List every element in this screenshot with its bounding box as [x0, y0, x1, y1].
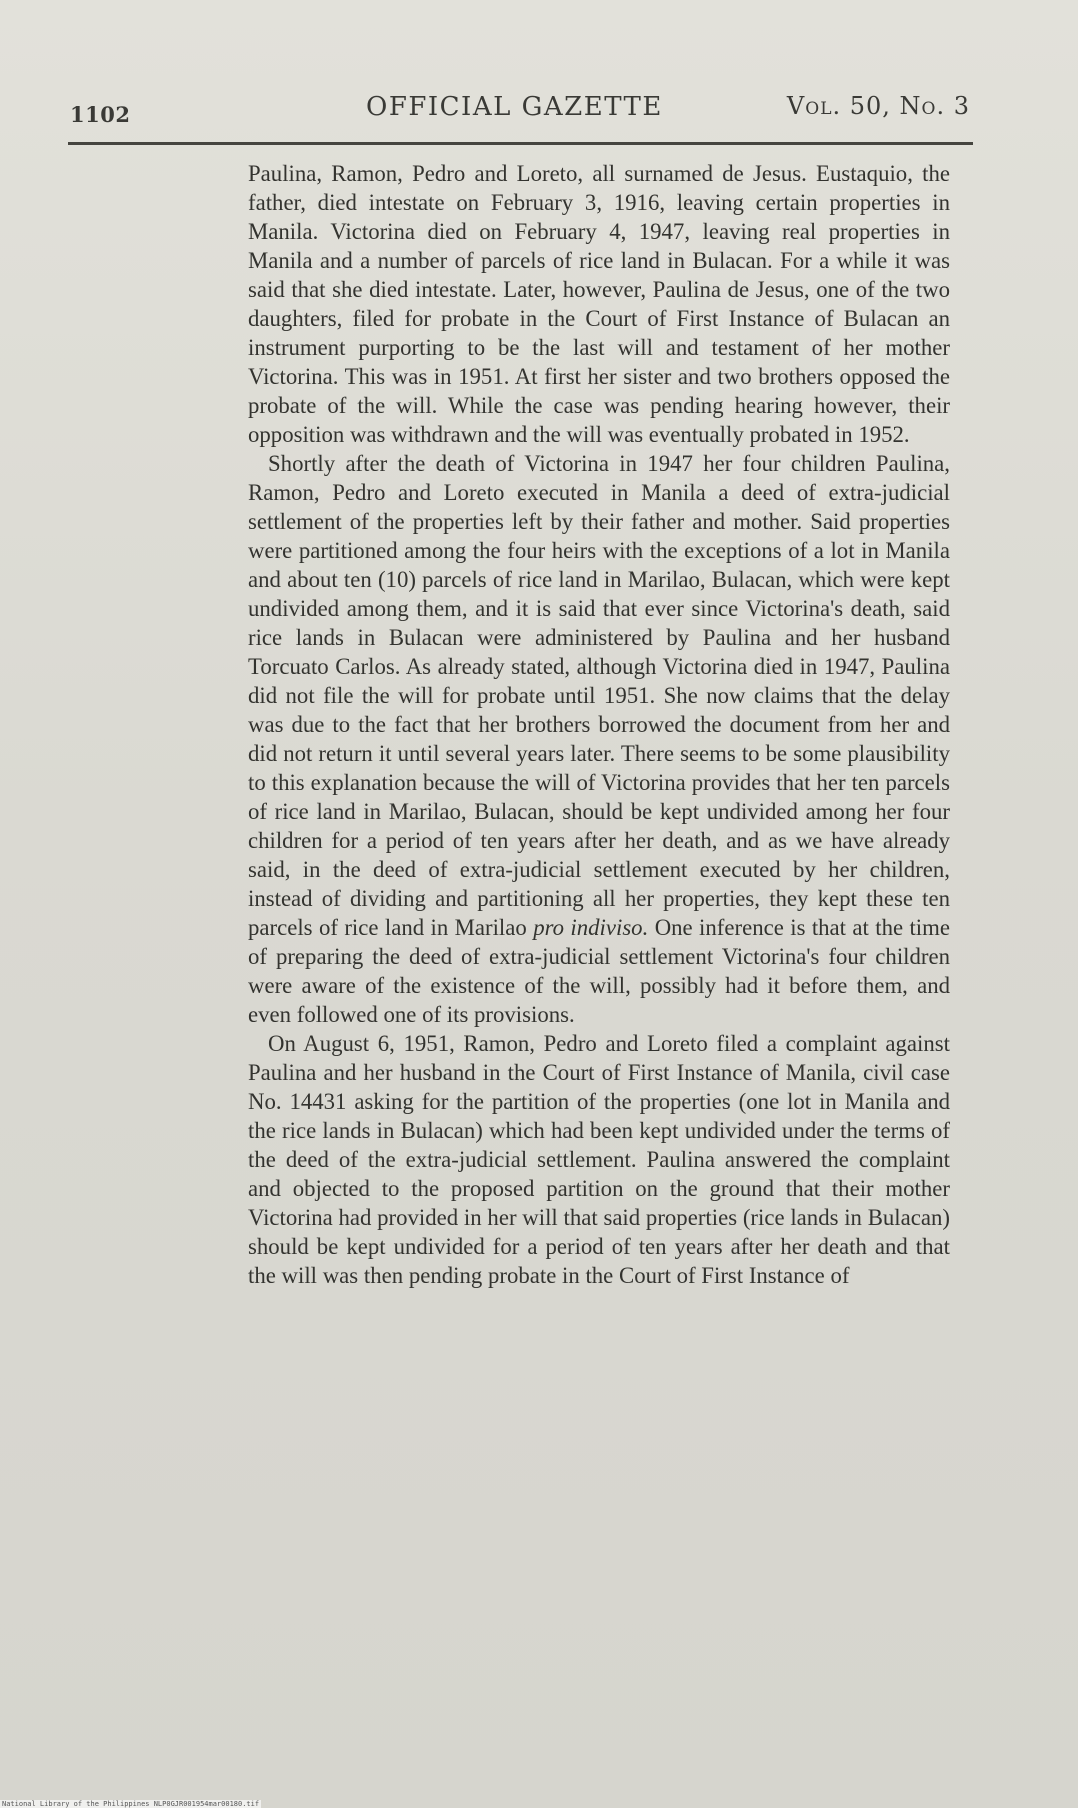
page-header	[70, 86, 970, 126]
volume-issue: Vol. 50, No. 3	[786, 92, 970, 120]
italic-phrase: pro indiviso.	[533, 915, 649, 940]
paragraph-text: One inference is that at the time of preparing the deed of extra-judicial settlement Victorina's four children were aware of the existence of the will, possibly had it before them, and even followed one of its provisions.	[248, 915, 950, 1027]
paragraph: On August 6, 1951, Ramon, Pedro and Loreto filed a complaint against Paulina and her husband in the Court of First Instance of Manila, civil case No. 14431 asking for the partition of the properties (one lot in Manila and the rice lands in Bulacan) which had been kept undivided under the terms of the deed of the extra-judicial settlement. Paulina answered the complaint and objected to the proposed partition on the ground that their mother Victorina had provided in her will that said properties (rice lands in Bulacan) should be kept undivided for a period of ten years after her death and that the will was then pending probate in the Court of First Instance of	[248, 1031, 950, 1288]
body-text	[248, 159, 950, 1290]
header-rule	[68, 142, 973, 145]
paragraph: Paulina, Ramon, Pedro and Loreto, all surnamed de Jesus. Eustaquio, the father, died intestate on February 3, 1916, leaving certain properties in Manila. Victorina died on February 4, 1947, leaving real properties in Manila and a number of parcels of rice land in Bulacan. For a while it was said that she died intestate. Later, however, Paulina de Jesus, one of the two daughters, filed for probate in the Court of First Instance of Bulacan an instrument purporting to be the last will and testament of her mother Victorina. This was in 1951. At first her sister and two brothers opposed the probate of the will. While the case was pending hearing however, their opposition was withdrawn and the will was eventually probated in 1952.	[248, 161, 950, 447]
publication-title: OFFICIAL GAZETTE	[366, 92, 663, 122]
paragraph-text: Shortly after the death of Victorina in 1947 her four children Paulina, Ramon, Pedro and Loreto executed in Manila a deed of extra-judicial settlement of the properties left by their father and mother. Said properties were partitioned among the four heirs with the exceptions of a lot in Manila and about ten (10) parcels of rice land in Marilao, Bulacan, which were kept undivided among them, and it is said that ever since Victorina's death, said rice lands in Bulacan were administered by Paulina and her husband Torcuato Carlos. As already stated, although Victorina died in 1947, Paulina did not file the will for probate until 1951. She now claims that the delay was due to the fact that her brothers borrowed the document from her and did not return it until several years later. There seems to be some plausibility to this explanation because the will of Victorina provides that her ten parcels of rice land in Marilao, Bulacan, should be kept undivided among her four children for a period of ten years after her death, and as we have already said, in the deed of extra-judicial settlement executed by her children, instead of dividing and partitioning all her properties, they kept these ten parcels of rice land in Marilao	[248, 451, 950, 940]
page-number: 1102	[70, 102, 131, 127]
archive-footer-note: National Library of the Philippines NLP0GJR001954mar00180.tif	[2, 1800, 260, 1808]
paragraph	[248, 449, 950, 1029]
